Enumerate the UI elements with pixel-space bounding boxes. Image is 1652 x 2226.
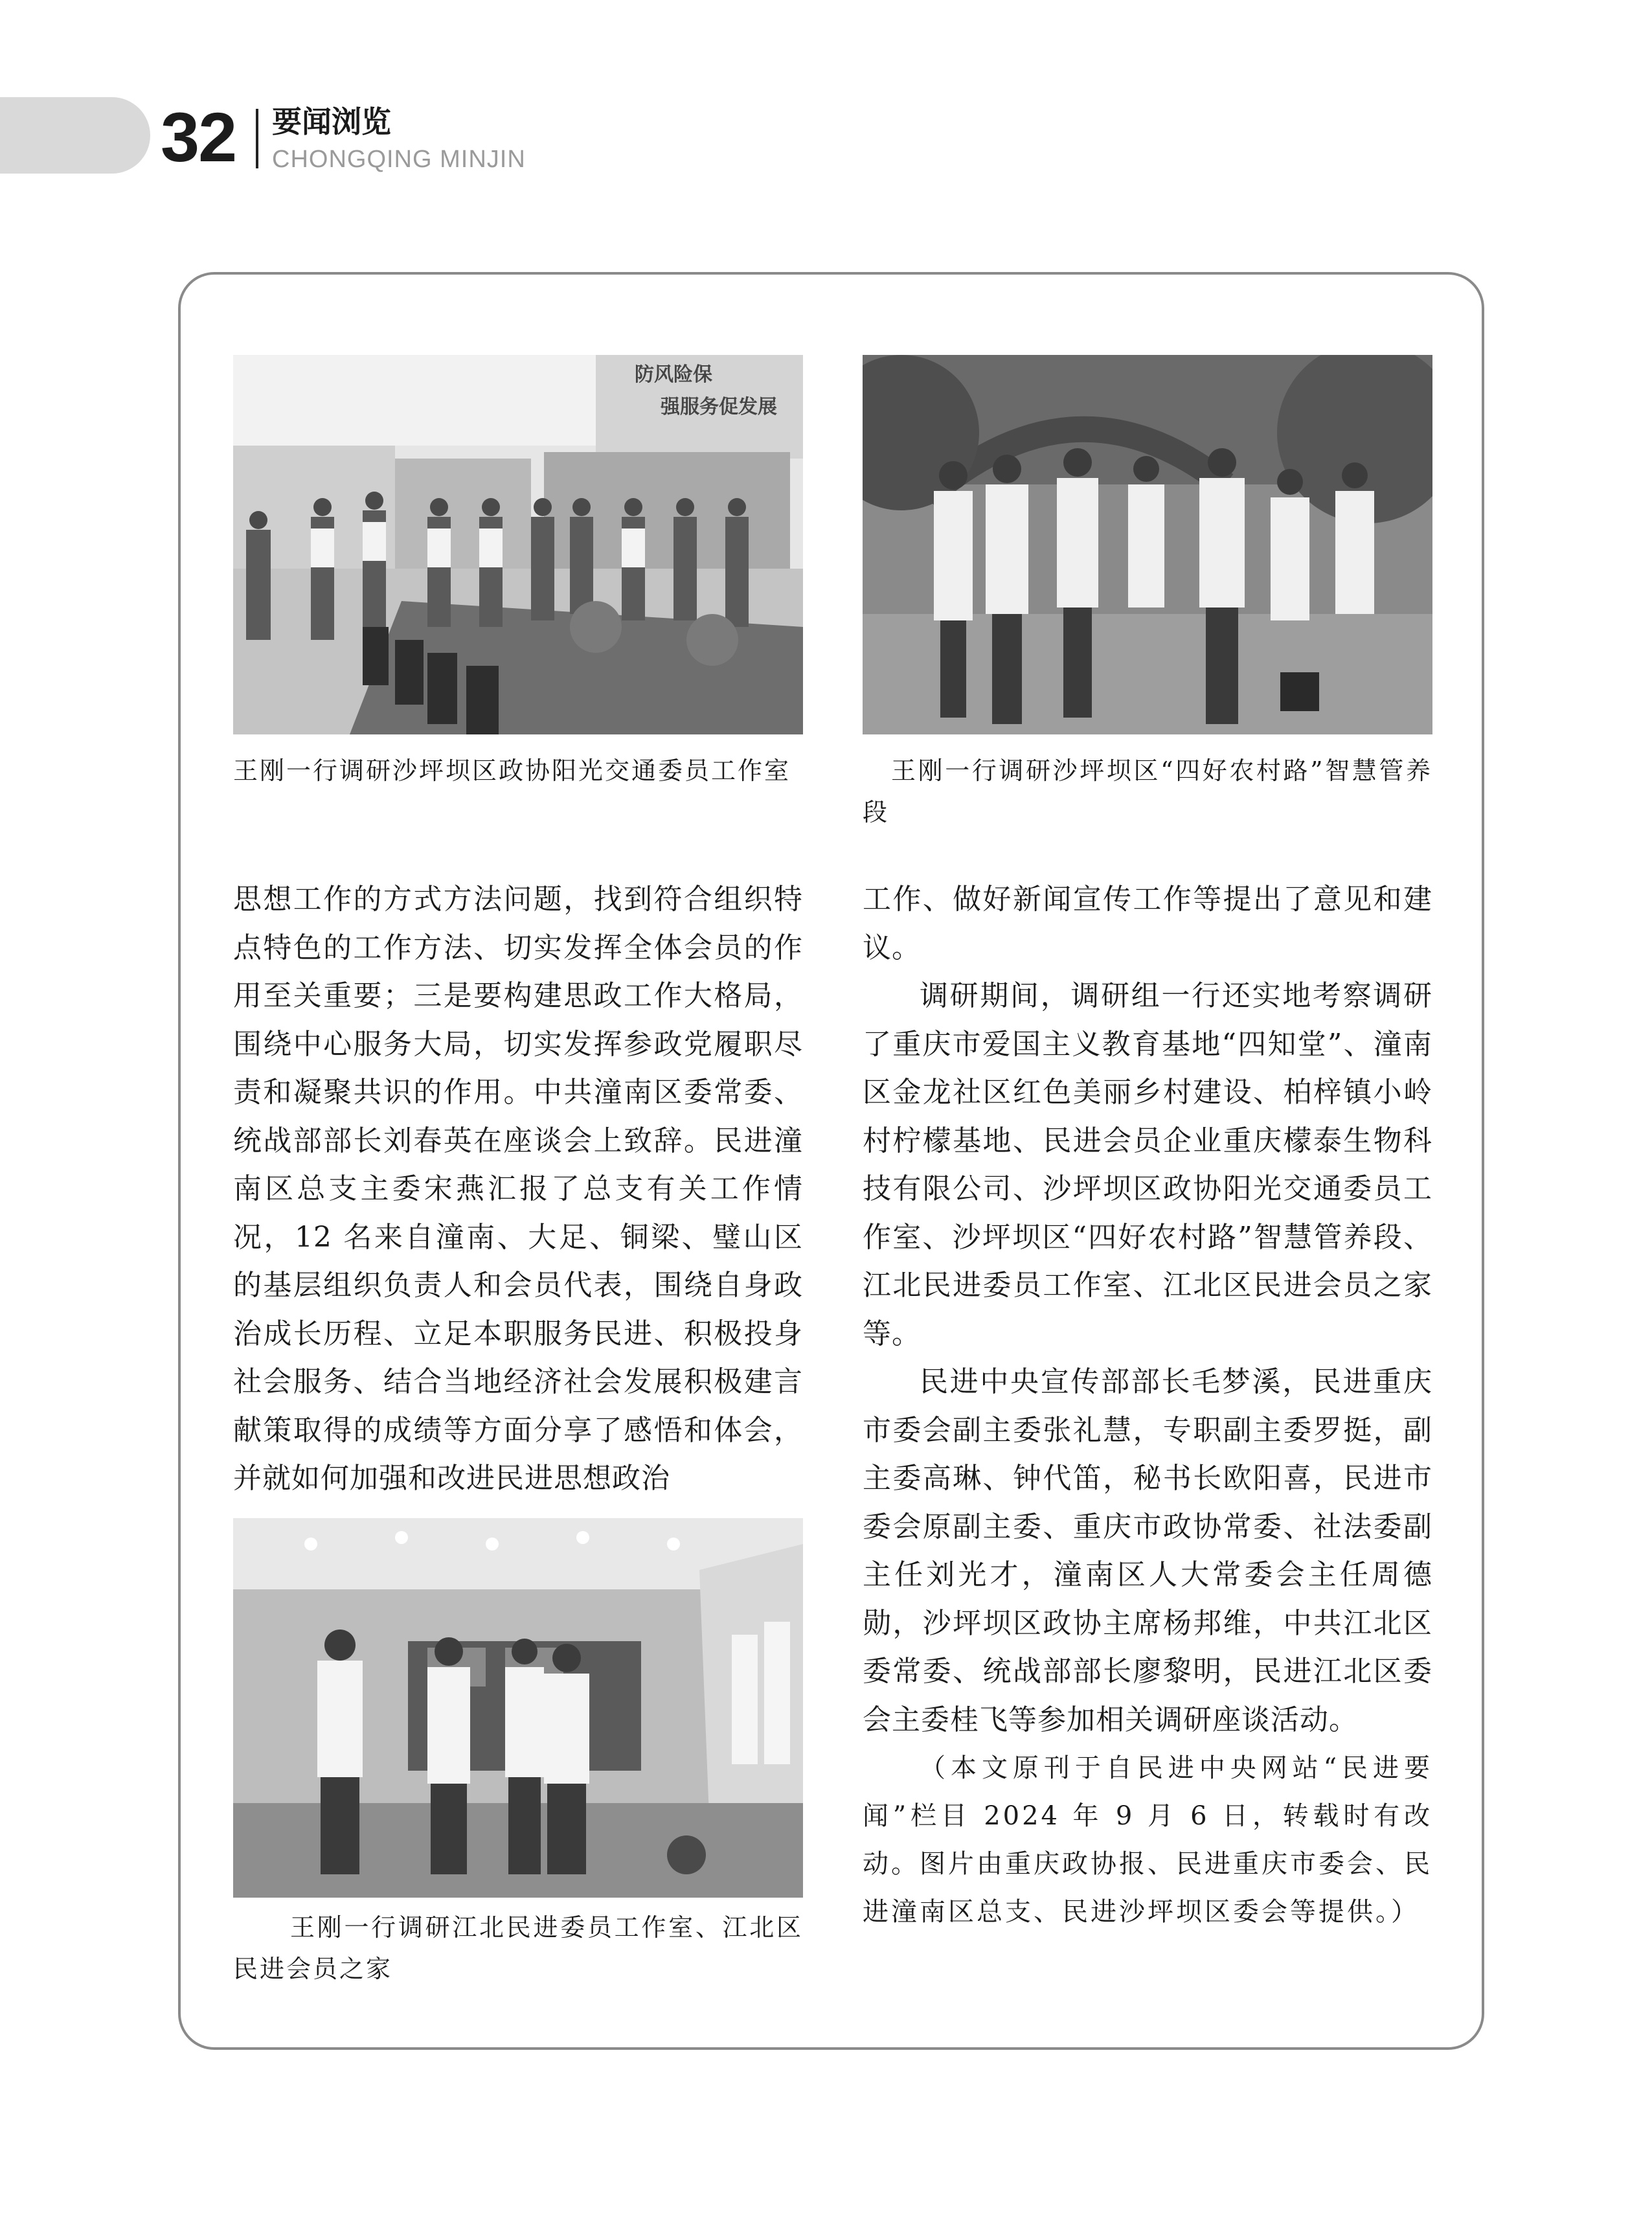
source-note: （本文原刊于自民进中央网站“民进要闻”栏目 2024 年 9 月 6 日，转载时有改动。图片由重庆政协报、民进重庆市委会、民进潼南区总支、民进沙坪坝区委会等提供。） <box>863 1753 1432 1927</box>
right-paragraph-3: 民进中央宣传部部长毛梦溪，民进重庆市委会副主委张礼慧，专职副主委罗挺，副主委高琳、钟代笛，秘书长欧阳喜，民进市委会原副主委、重庆市政协常委、社法委副主任刘光才，潼南区人大常委会主任周德勋，沙坪坝区政协主席杨邦维，中共江北区委常委、统战部部长廖黎明，民进江北区委会主委桂飞等参加相关调研座谈活动。 <box>863 1365 1432 1736</box>
section-title: 要闻浏览 <box>272 104 391 139</box>
photo-meeting-room <box>233 355 803 734</box>
photo3-caption: 王刚一行调研江北民进委员工作室、江北区民进会员之家 <box>233 1913 803 1983</box>
photo1-caption: 王刚一行调研沙坪坝区政协阳光交通委员工作室 <box>233 756 791 785</box>
right-paragraph-1: 工作、做好新闻宣传工作等提出了意见和建议。 <box>863 883 1432 964</box>
sign-text-line2: 强服务促发展 <box>661 396 777 418</box>
section-subtitle: CHONGQING MINJIN <box>272 146 526 173</box>
article-right-column <box>863 876 1432 1936</box>
photo-member-home <box>233 1518 803 1898</box>
article-left-column <box>233 876 803 1503</box>
photo-rural-road <box>863 355 1432 734</box>
left-paragraph: 思想工作的方式方法问题，找到符合组织特点特色的工作方法、切实发挥全体会员的作用至关重要；三是要构建思政工作大格局，围绕中心服务大局，切实发挥参政党履职尽责和凝聚共识的作用。中共潼南区委常委、统战部部长刘春英在座谈会上致辞。民进潼南区总支主委宋燕汇报了总支有关工作情况，12 名来自潼南、大足、铜梁、璧山区的基层组织负责人和会员代表，围绕自身政治成长历程、立足本职服务民进、积极投身社会服务、结合当地经济社会发展积极建言献策取得的成绩等方面分享了感悟和体会，并就如何加强和改进民进思想政治 <box>233 883 803 1495</box>
page-number: 32 <box>161 98 236 176</box>
sign-text-line1: 防风险保 <box>635 363 712 386</box>
photo2-caption: 王刚一行调研沙坪坝区“四好农村路”智慧管养段 <box>863 756 1432 826</box>
page-tab <box>0 97 150 174</box>
right-paragraph-2: 调研期间，调研组一行还实地考察调研了重庆市爱国主义教育基地“四知堂”、潼南区金龙社区红色美丽乡村建设、柏梓镇小岭村柠檬基地、民进会员企业重庆檬泰生物科技有限公司、沙坪坝区政协阳光交通委员工作室、沙坪坝区“四好农村路”智慧管养段、江北民进委员工作室、江北区民进会员之家等。 <box>863 979 1432 1350</box>
header-divider <box>256 109 258 168</box>
